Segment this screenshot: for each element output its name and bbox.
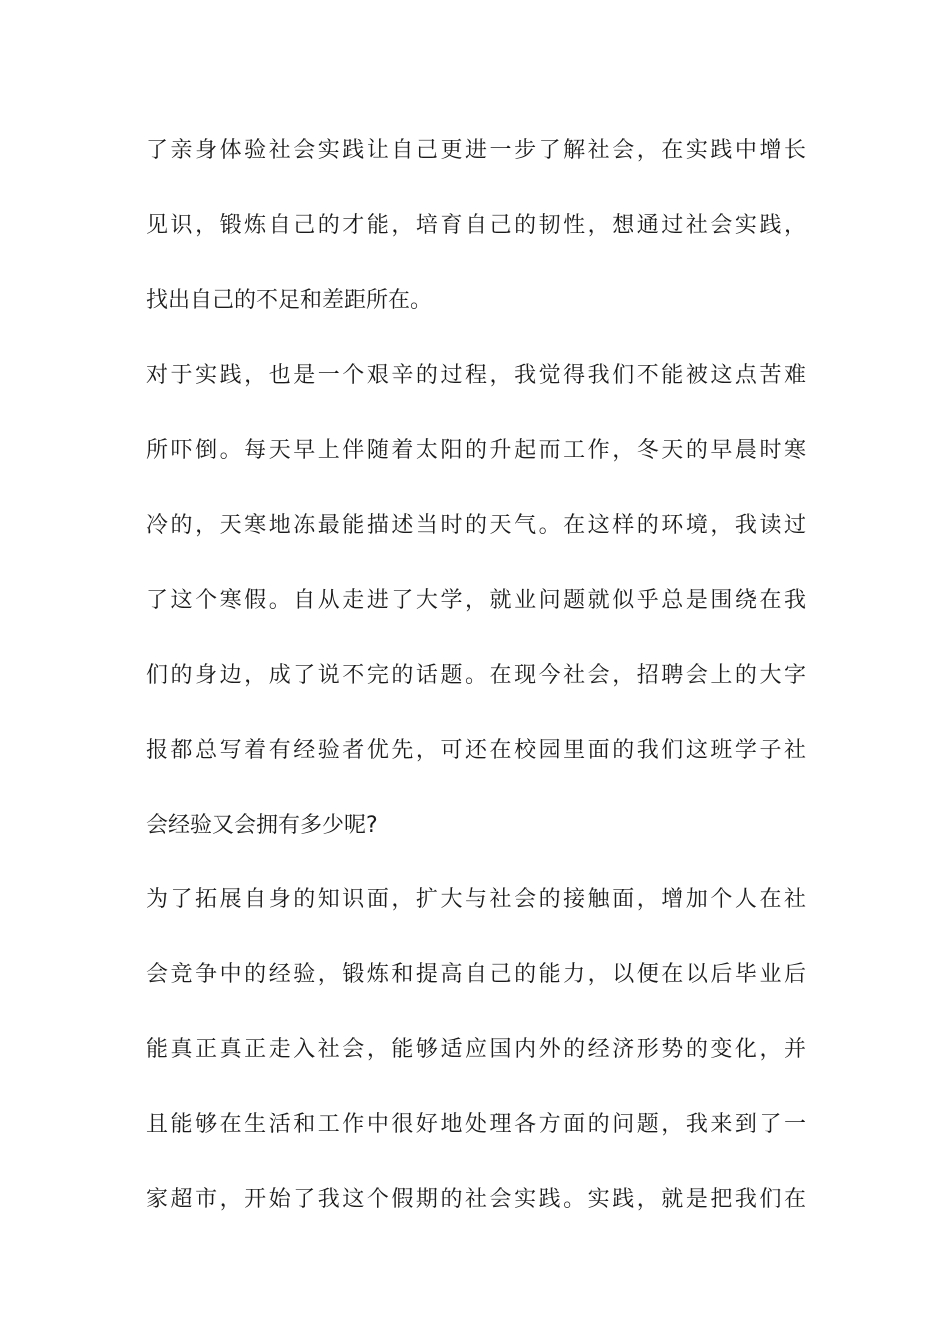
text-line: 见识，锻炼自己的才能，培育自己的韧性，想通过社会实践， [146, 213, 806, 238]
text-line: 对于实践，也是一个艰辛的过程，我觉得我们不能被这点苦难 [146, 363, 806, 388]
text-line: 会竞争中的经验，锻炼和提高自己的能力，以便在以后毕业后 [146, 962, 806, 987]
text-line: 能真正真正走入社会，能够适应国内外的经济形势的变化，并 [146, 1037, 806, 1062]
text-line: 且能够在生活和工作中很好地处理各方面的问题，我来到了一 [146, 1112, 806, 1137]
text-line: 会经验又会拥有多少呢? [146, 813, 378, 838]
text-line: 找出自己的不足和差距所在。 [146, 288, 433, 313]
text-line: 了亲身体验社会实践让自己更进一步了解社会，在实践中增长 [146, 138, 806, 163]
text-line: 报都总写着有经验者优先，可还在校园里面的我们这班学子社 [146, 738, 806, 763]
text-line: 所吓倒。每天早上伴随着太阳的升起而工作，冬天的早晨时寒 [146, 438, 806, 463]
text-line: 冷的，天寒地冻最能描述当时的天气。在这样的环境，我读过 [146, 513, 806, 538]
text-line: 了这个寒假。自从走进了大学，就业问题就似乎总是围绕在我 [146, 588, 806, 613]
text-line: 为了拓展自身的知识面，扩大与社会的接触面，增加个人在社 [146, 887, 806, 912]
text-line: 家超市，开始了我这个假期的社会实践。实践，就是把我们在 [146, 1187, 806, 1212]
text-line: 们的身边，成了说不完的话题。在现今社会，招聘会上的大字 [146, 663, 806, 688]
